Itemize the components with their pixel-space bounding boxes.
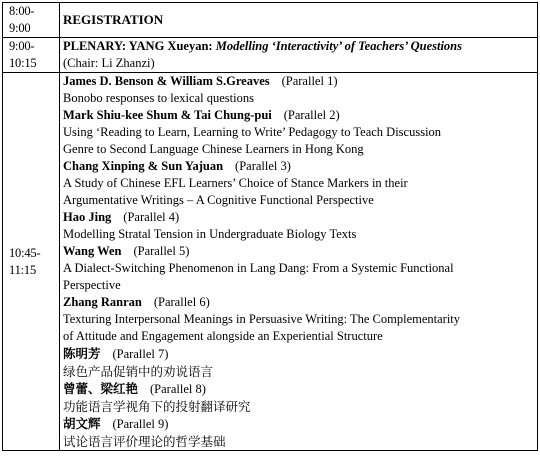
parallel-session <box>63 209 534 243</box>
session-speaker: James D. Benson & William S.Greaves <box>63 74 270 88</box>
session-number: (Parallel 1) <box>281 74 338 88</box>
schedule-row-plenary <box>3 38 538 73</box>
session-title: Bonobo responses to lexical questions <box>63 91 254 105</box>
session-number: (Parallel 9) <box>112 417 169 431</box>
registration-cell <box>60 3 538 38</box>
session-title: A Study of Chinese EFL Learners’ Choice of Stance Markers in their <box>63 176 408 190</box>
time-start: 8:00- <box>9 4 35 18</box>
time-cell <box>3 3 60 38</box>
session-title: 功能语言学视角下的投射翻译研究 <box>63 399 251 414</box>
session-speaker: 曾蕾、梁红艳 <box>63 381 139 396</box>
parallel-session <box>63 243 534 294</box>
parallels-cell <box>60 73 538 451</box>
session-speaker: Wang Wen <box>63 244 122 258</box>
session-speaker-line <box>63 243 534 260</box>
session-speaker-line <box>63 415 534 433</box>
session-title: Modelling Stratal Tension in Undergraduate Biology Texts <box>63 227 357 241</box>
time-start: 9:00- <box>9 39 35 53</box>
plenary-cell <box>60 38 538 73</box>
session-title: Genre to Second Language Chinese Learners in Hong Kong <box>63 142 364 156</box>
session-number: (Parallel 8) <box>150 382 206 396</box>
schedule-row-parallels <box>3 73 538 451</box>
session-number: (Parallel 5) <box>133 244 190 258</box>
parallel-session <box>63 380 534 415</box>
parallel-session <box>63 107 534 158</box>
session-speaker: Chang Xinping & Sun Yajuan <box>63 159 224 173</box>
session-title: 绿色产品促销中的劝说语言 <box>63 364 214 379</box>
session-title: 试论语言评价理论的哲学基础 <box>63 434 226 449</box>
session-speaker: Hao Jing <box>63 210 112 224</box>
time-cell <box>3 38 60 73</box>
registration-label: REGISTRATION <box>63 12 164 27</box>
session-speaker-line <box>63 294 534 311</box>
time-end: 11:15 <box>9 262 37 277</box>
session-number: (Parallel 4) <box>123 210 180 224</box>
session-title: Perspective <box>63 278 121 292</box>
time-end: 10:15 <box>9 56 37 70</box>
session-title: Texturing Interpersonal Meanings in Persuasive Writing: The Complementarity <box>63 312 461 326</box>
session-speaker-line <box>63 345 534 363</box>
session-number: (Parallel 7) <box>112 347 169 361</box>
parallel-session <box>63 345 534 380</box>
plenary-chair: (Chair: Li Zhanzi) <box>63 56 155 70</box>
time-cell <box>3 73 60 451</box>
session-number: (Parallel 2) <box>283 108 340 122</box>
session-speaker-line <box>63 380 534 398</box>
session-speaker: Zhang Ranran <box>63 295 142 309</box>
session-speaker-line <box>63 107 534 124</box>
session-title: A Dialect-Switching Phenomenon in Lang Dang: From a Systemic Functional <box>63 261 454 275</box>
session-speaker: 胡文辉 <box>63 416 101 431</box>
time-start: 10:45- <box>9 245 41 260</box>
session-speaker: 陈明芳 <box>63 346 101 361</box>
session-number: (Parallel 3) <box>235 159 291 173</box>
session-number: (Parallel 6) <box>153 295 210 309</box>
plenary-heading <box>63 38 534 55</box>
schedule-table <box>2 2 538 451</box>
parallel-session <box>63 73 534 107</box>
session-title: Argumentative Writings – A Cognitive Functional Perspective <box>63 193 374 207</box>
schedule-row-registration <box>3 3 538 38</box>
session-title: Using ‘Reading to Learn, Learning to Write’ Pedagogy to Teach Discussion <box>63 125 442 139</box>
session-speaker-line <box>63 209 534 226</box>
session-speaker-line <box>63 73 534 90</box>
session-speaker-line <box>63 158 534 175</box>
session-title: of Attitude and Engagement alongside an Experiential Structure <box>63 329 383 343</box>
parallel-session <box>63 415 534 450</box>
plenary-title: Modelling ‘Interactivity’ of Teachers’ Questions <box>215 39 463 53</box>
session-speaker: Mark Shiu-kee Shum & Tai Chung-pui <box>63 108 272 122</box>
plenary-prefix: PLENARY: YANG Xueyan: <box>63 39 213 53</box>
time-end: 9:00 <box>9 21 31 35</box>
parallel-session <box>63 294 534 345</box>
parallel-session <box>63 158 534 209</box>
